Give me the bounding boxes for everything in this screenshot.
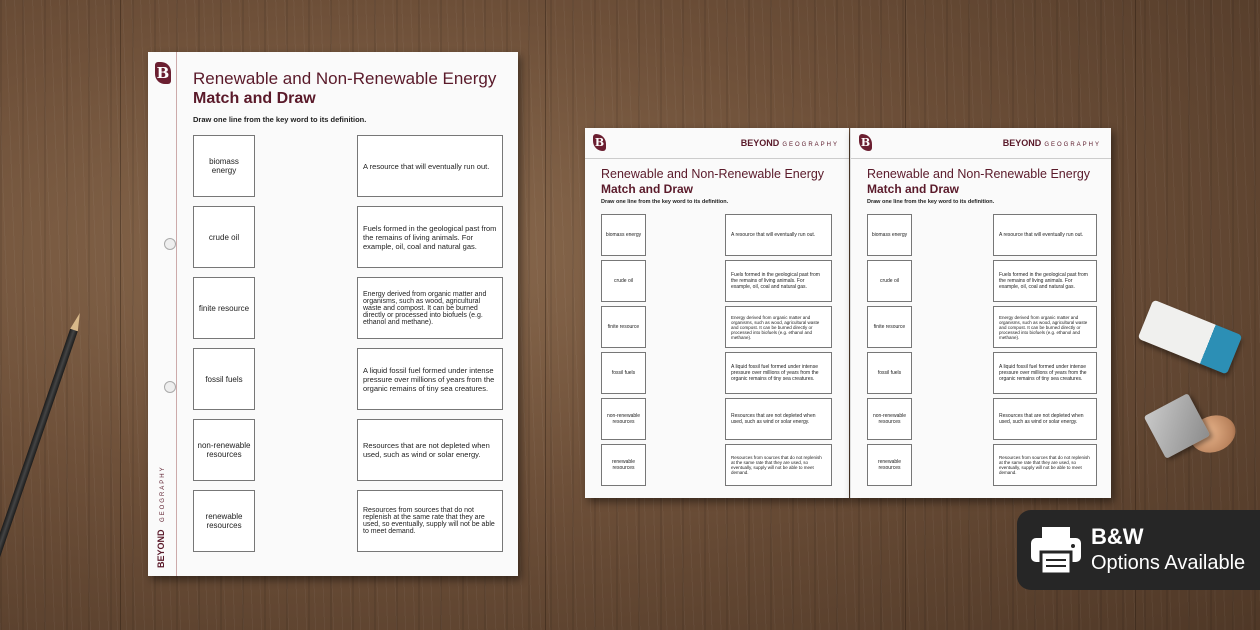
keyword-box[interactable]: fossil fuels (193, 348, 255, 410)
keyword-box[interactable]: non-renewable resources (867, 398, 912, 440)
definition-box[interactable]: A liquid fossil fuel formed under intense pressure over millions of years from the organic remains of tiny sea creatures. (993, 352, 1097, 394)
brand-header (741, 138, 839, 148)
badge-line2: Options Available (1091, 552, 1246, 574)
definition-box[interactable]: Resources that are not depleted when used, such as wind or solar energy. (993, 398, 1097, 440)
bw-options-badge[interactable] (1017, 510, 1260, 590)
keyword-box[interactable]: renewable resources (867, 444, 912, 486)
definition-box[interactable]: Resources from sources that do not replenish at the same rate that they are used, so eventually, supply will not be able to meet demand. (357, 490, 503, 552)
worksheet-half-left (585, 128, 849, 498)
brand-logo: B (594, 136, 605, 149)
keyword-box[interactable]: renewable resources (193, 490, 255, 552)
page-subtitle: Match and Draw (601, 182, 694, 196)
keyword-box[interactable]: biomass energy (867, 214, 912, 256)
instruction-text: Draw one line from the key word to its definition. (601, 199, 729, 205)
printer-icon (1029, 522, 1083, 578)
brand-logo: B (156, 64, 170, 82)
plank-seam (545, 0, 546, 630)
page-title: Renewable and Non-Renewable Energy (601, 167, 825, 181)
definition-box[interactable]: Energy derived from organic matter and organisms, such as wood, agricultural waste and compost. It can be burned directly or processed into biofuels (e.g. ethanol and methane). (725, 306, 832, 348)
worksheet-half-right (850, 128, 1111, 498)
definition-box[interactable]: Energy derived from organic matter and organisms, such as wood, agricultural waste and compost. It can be burned directly or processed into biofuels (e.g. ethanol and methane). (357, 277, 503, 339)
brand-sub: GEOGRAPHY (1044, 142, 1101, 148)
keyword-box[interactable]: crude oil (193, 206, 255, 268)
definition-box[interactable]: Resources from sources that do not replenish at the same rate that they are used, so eventually, supply will not be able to meet demand. (993, 444, 1097, 486)
keyword-box[interactable]: renewable resources (601, 444, 646, 486)
definition-box[interactable]: Energy derived from organic matter and organisms, such as wood, agricultural waste and compost. It can be burned directly or processed into biofuels (e.g. ethanol and methane). (993, 306, 1097, 348)
keyword-box[interactable]: biomass energy (601, 214, 646, 256)
header-rule (585, 158, 849, 159)
brand-sub: GEOGRAPHY (160, 465, 166, 523)
brand-name: BEYOND (156, 529, 166, 568)
punch-hole (164, 238, 176, 250)
brand-logo: B (860, 136, 871, 149)
instruction-text: Draw one line from the key word to its definition. (867, 199, 995, 205)
instruction-text: Draw one line from the key word to its definition. (193, 115, 367, 124)
keyword-box[interactable]: biomass energy (193, 135, 255, 197)
definition-box[interactable]: A resource that will eventually run out. (725, 214, 832, 256)
pencil (0, 329, 78, 606)
definition-box[interactable]: A resource that will eventually run out. (993, 214, 1097, 256)
definition-box[interactable]: Fuels formed in the geological past from the remains of living animals. For example, oil, coal and natural gas. (725, 260, 832, 302)
definition-box[interactable]: A liquid fossil fuel formed under intense pressure over millions of years from the organic remains of tiny sea creatures. (357, 348, 503, 410)
badge-line1: B&W (1091, 524, 1144, 549)
definition-box[interactable]: Resources that are not depleted when used, such as wind or solar energy. (357, 419, 503, 481)
definition-box[interactable]: A liquid fossil fuel formed under intense pressure over millions of years from the organic remains of tiny sea creatures. (725, 352, 832, 394)
keyword-box[interactable]: fossil fuels (601, 352, 646, 394)
keyword-box[interactable]: crude oil (867, 260, 912, 302)
margin-line (176, 52, 177, 576)
keyword-box[interactable]: crude oil (601, 260, 646, 302)
page-subtitle: Match and Draw (193, 90, 316, 107)
brand-sub: GEOGRAPHY (782, 142, 839, 148)
keyword-box[interactable]: finite resource (867, 306, 912, 348)
definition-box[interactable]: Resources that are not depleted when used, such as wind or solar energy. (725, 398, 832, 440)
keyword-box[interactable]: finite resource (601, 306, 646, 348)
side-brand (151, 465, 169, 568)
brand-name: BEYOND (740, 138, 780, 148)
definition-box[interactable]: Fuels formed in the geological past from the remains of living animals. For example, oil, coal and natural gas. (357, 206, 503, 268)
header-rule (851, 158, 1111, 159)
brand-header (1003, 138, 1101, 148)
worksheet-portrait (148, 52, 518, 576)
eraser (1138, 300, 1243, 375)
page-title: Renewable and Non-Renewable Energy (193, 69, 497, 88)
definition-box[interactable]: A resource that will eventually run out. (357, 135, 503, 197)
keyword-box[interactable]: non-renewable resources (601, 398, 646, 440)
keyword-box[interactable]: finite resource (193, 277, 255, 339)
page-subtitle: Match and Draw (867, 182, 960, 196)
definition-box[interactable]: Fuels formed in the geological past from the remains of living animals. For example, oil, coal and natural gas. (993, 260, 1097, 302)
brand-name: BEYOND (1002, 138, 1042, 148)
plank-seam (120, 0, 121, 630)
keyword-box[interactable]: fossil fuels (867, 352, 912, 394)
keyword-box[interactable]: non-renewable resources (193, 419, 255, 481)
punch-hole (164, 381, 176, 393)
definition-box[interactable]: Resources from sources that do not replenish at the same rate that they are used, so eventually, supply will not be able to meet demand. (725, 444, 832, 486)
page-title: Renewable and Non-Renewable Energy (867, 167, 1091, 181)
